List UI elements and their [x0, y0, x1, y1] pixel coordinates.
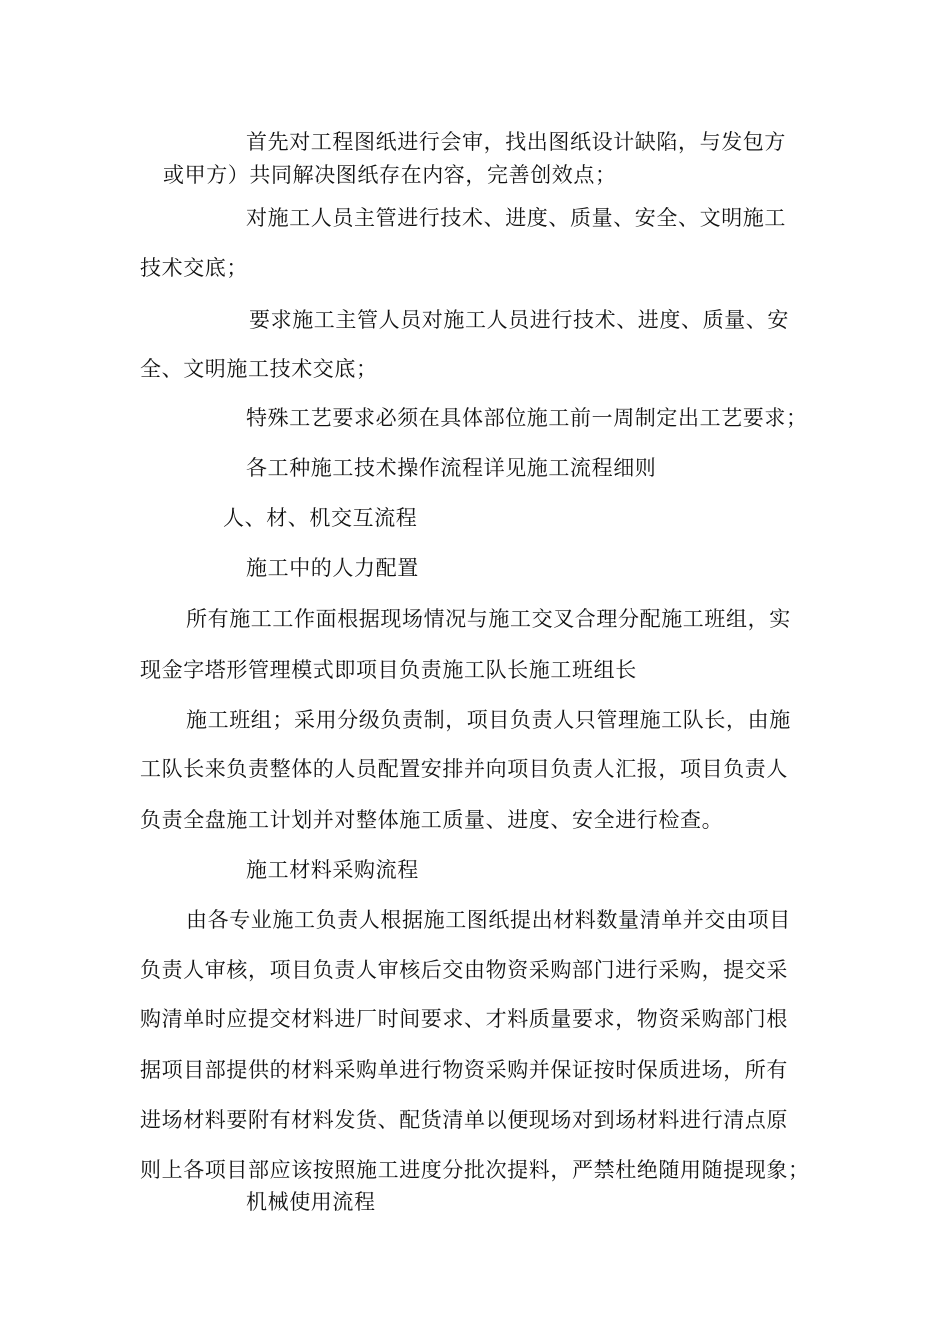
text-line: 各工种施工技术操作流程详见施工流程细则	[246, 456, 657, 480]
text-line: 所有施工工作面根据现场情况与施工交叉合理分配施工班组，实	[186, 607, 791, 631]
text-line: 施工班组；采用分级负责制，项目负责人只管理施工队长，由施	[186, 708, 791, 732]
text-line: 由各专业施工负责人根据施工图纸提出材料数量清单并交由项目	[186, 908, 791, 932]
text-line: 购清单时应提交材料进厂时间要求、才料质量要求，物资采购部门根	[140, 1007, 788, 1031]
text-line: 要求施工主管人员对施工人员进行技术、进度、质量、安	[249, 308, 789, 332]
text-line: 施工中的人力配置	[246, 556, 419, 580]
text-line: 人、材、机交互流程	[223, 506, 418, 530]
text-line: 机械使用流程	[246, 1190, 376, 1214]
text-line: 特殊工艺要求必须在具体部位施工前一周制定出工艺要求；	[246, 406, 808, 430]
text-line: 技术交底；	[140, 256, 248, 280]
text-line: 进场材料要附有材料发货、配货清单以便现场对到场材料进行清点原	[140, 1108, 788, 1132]
text-line: 现金字塔形管理模式即项目负责施工队长施工班组长	[140, 658, 637, 682]
text-line: 负责人审核，项目负责人审核后交由物资采购部门进行采购，提交采	[140, 958, 788, 982]
text-line: 工队长来负责整体的人员配置安排并向项目负责人汇报，项目负责人	[140, 757, 788, 781]
text-line: 负责全盘施工计划并对整体施工质量、进度、安全进行检查。	[140, 808, 724, 832]
text-line: 首先对工程图纸进行会审，找出图纸设计缺陷，与发包方	[246, 130, 786, 154]
text-line: 对施工人员主管进行技术、进度、质量、安全、文明施工	[246, 206, 786, 230]
text-line: 据项目部提供的材料采购单进行物资采购并保证按时保质进场，所有	[140, 1058, 788, 1082]
text-line: 则上各项目部应该按照施工进度分批次提料，严禁杜绝随用随提现象；	[140, 1158, 810, 1182]
text-line: 全、文明施工技术交底；	[140, 357, 378, 381]
text-line: 施工材料采购流程	[246, 858, 419, 882]
text-line: 或甲方）共同解决图纸存在内容，完善创效点；	[163, 163, 617, 187]
